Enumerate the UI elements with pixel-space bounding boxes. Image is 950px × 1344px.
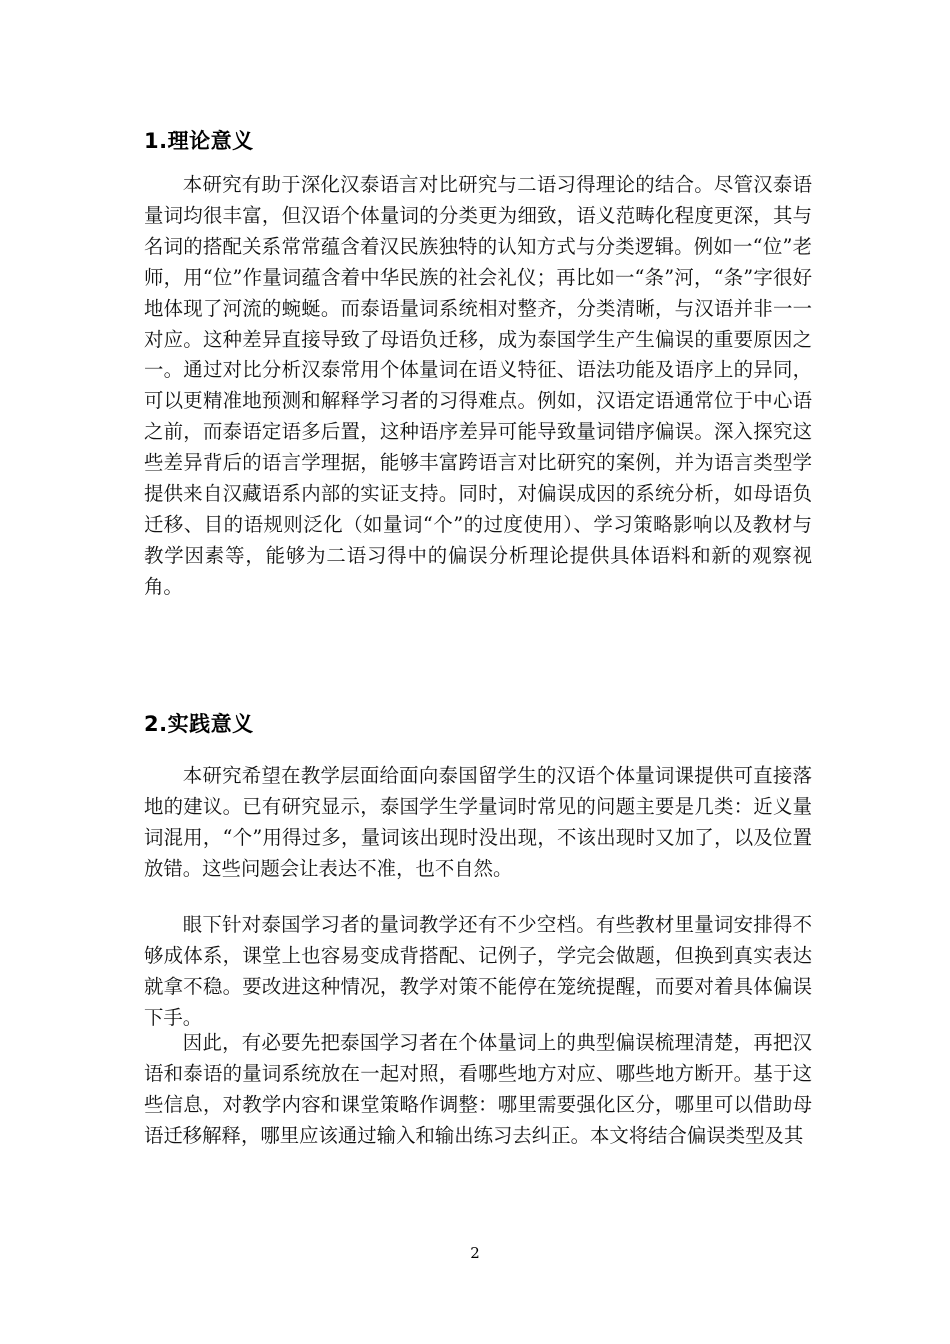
section-heading-theoretical-significance: 1.理论意义 <box>144 129 254 153</box>
page-number: 2 <box>470 1244 480 1262</box>
paragraph-practical-significance-1: 本研究希望在教学层面给面向泰国留学生的汉语个体量词课提供可直接落地的建议。已有研究显示，泰国学生学量词时常见的问题主要是几类：近义量词混用，“个”用得过多，量词该出现时没出现，不该出现时又加了，以及位置放错。这些问题会让表达不准，也不自然。 <box>144 764 812 880</box>
section-heading-practical-significance: 2.实践意义 <box>144 712 254 736</box>
paragraph-practical-significance-3: 因此，有必要先把泰国学习者在个体量词上的典型偏误梳理清楚，再把汉语和泰语的量词系统放在一起对照，看哪些地方对应、哪些地方断开。基于这些信息，对教学内容和课堂策略作调整：哪里需要强化区分，哪里可以借助母语迁移解释，哪里应该通过输入和输出练习去纠正。本文将结合偏误类型及其 <box>144 1031 812 1147</box>
paragraph-practical-significance-2: 眼下针对泰国学习者的量词教学还有不少空档。有些教材里量词安排得不够成体系，课堂上也容易变成背搭配、记例子，学完会做题，但换到真实表达就拿不稳。要改进这种情况，教学对策不能停在笼统提醒，而要对着具体偏误下手。 <box>144 913 812 1029</box>
paragraph-theoretical-significance: 本研究有助于深化汉泰语言对比研究与二语习得理论的结合。尽管汉泰语量词均很丰富，但汉语个体量词的分类更为细致，语义范畴化程度更深，其与名词的搭配关系常常蕴含着汉民族独特的认知方式与分类逻辑。例如一“位”老师，用“位”作量词蕴含着中华民族的社会礼仪；再比如一“条”河，“条”字很好地体现了河流的蜿蜒。而泰语量词系统相对整齐，分类清晰，与汉语并非一一对应。这种差异直接导致了母语负迁移，成为泰国学生产生偏误的重要原因之一。通过对比分析汉泰常用个体量词在语义特征、语法功能及语序上的异同，可以更精准地预测和解释学习者的习得难点。例如，汉语定语通常位于中心语之前，而泰语定语多后置，这种语序差异可能导致量词错序偏误。深入探究这些差异背后的语言学理据，能够丰富跨语言对比研究的案例，并为语言类型学提供来自汉藏语系内部的实证支持。同时，对偏误成因的系统分析，如母语负迁移、目的语规则泛化（如量词“个”的过度使用）、学习策略影响以及教材与教学因素等，能够为二语习得中的偏误分析理论提供具体语料和新的观察视角。 <box>144 173 812 598</box>
